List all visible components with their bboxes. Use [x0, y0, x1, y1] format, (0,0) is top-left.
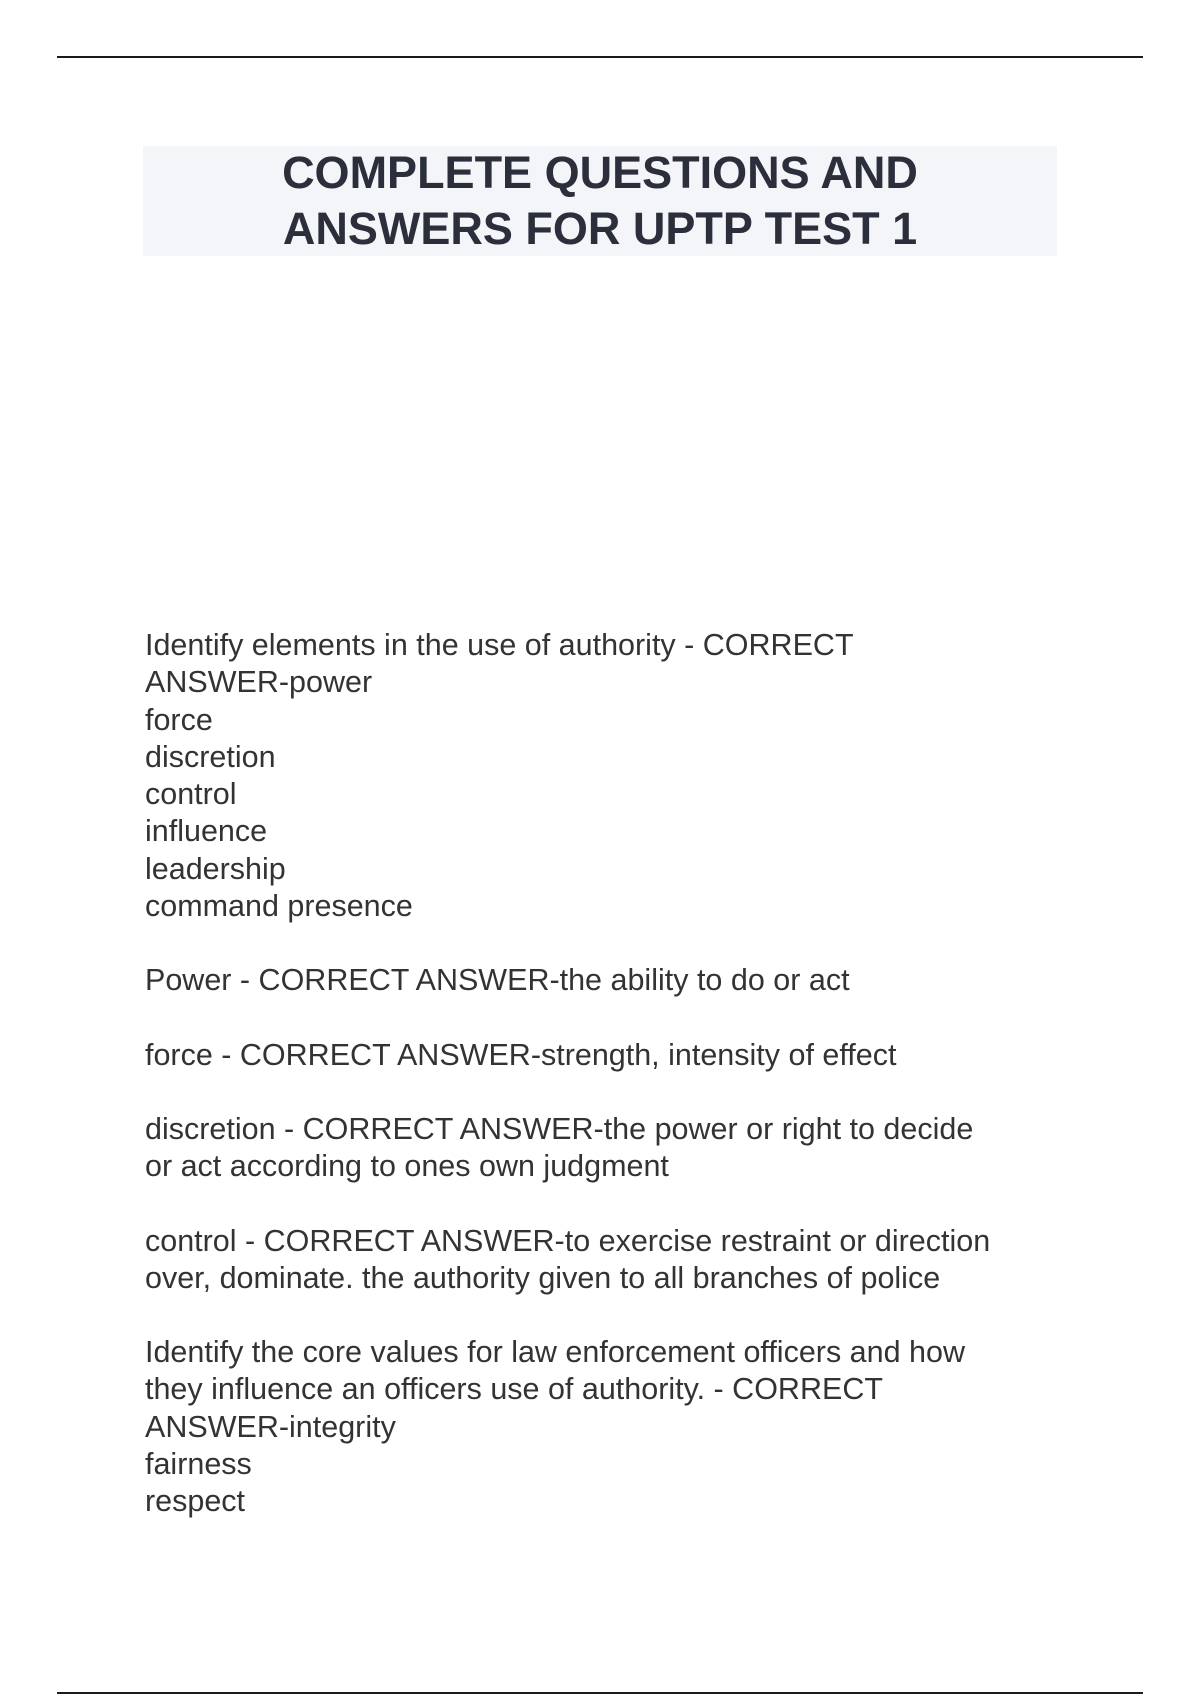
qa-line: or act according to ones own judgment: [145, 1149, 669, 1184]
qa-line: Identify elements in the use of authority - CORRECT: [145, 628, 854, 662]
qa-entry-discretion: [145, 1111, 1065, 1186]
qa-line: discretion - CORRECT ANSWER-the power or right to decide: [145, 1111, 974, 1146]
qa-line: Identify the core values for law enforcement officers and how: [145, 1335, 965, 1370]
qa-line: discretion: [145, 739, 276, 774]
qa-line: force - CORRECT ANSWER-strength, intensity of effect: [145, 1037, 897, 1072]
qa-line: fairness: [145, 1447, 252, 1482]
bottom-rule: [57, 1692, 1143, 1694]
top-rule: [57, 56, 1143, 58]
qa-entry-elements-of-authority: [145, 627, 1065, 925]
qa-entry-power: [145, 962, 1065, 999]
document-title-line-1: COMPLETE QUESTIONS AND: [282, 147, 918, 198]
qa-line: command presence: [145, 889, 413, 924]
qa-line: control: [145, 777, 237, 812]
qa-entry-core-values: [145, 1334, 1065, 1520]
qa-line: force: [145, 702, 213, 737]
qa-line: control - CORRECT ANSWER-to exercise restraint or direction: [145, 1223, 991, 1258]
qa-line: respect: [145, 1484, 246, 1519]
qa-line: leadership: [145, 851, 286, 886]
title-banner: [143, 146, 1057, 256]
qa-line: they influence an officers use of authority. - CORRECT: [145, 1372, 883, 1407]
qa-entry-control: [145, 1223, 1065, 1298]
qa-line: influence: [145, 814, 268, 849]
qa-line: ANSWER-power: [145, 665, 373, 700]
qa-line: ANSWER-integrity: [145, 1409, 396, 1444]
qa-line: over, dominate. the authority given to all branches of police: [145, 1260, 941, 1295]
qa-line: Power - CORRECT ANSWER-the ability to do or act: [145, 963, 850, 998]
qa-content: [145, 627, 1065, 1558]
document-title-line-2: ANSWERS FOR UPTP TEST 1: [282, 203, 918, 254]
qa-entry-force: [145, 1037, 1065, 1074]
